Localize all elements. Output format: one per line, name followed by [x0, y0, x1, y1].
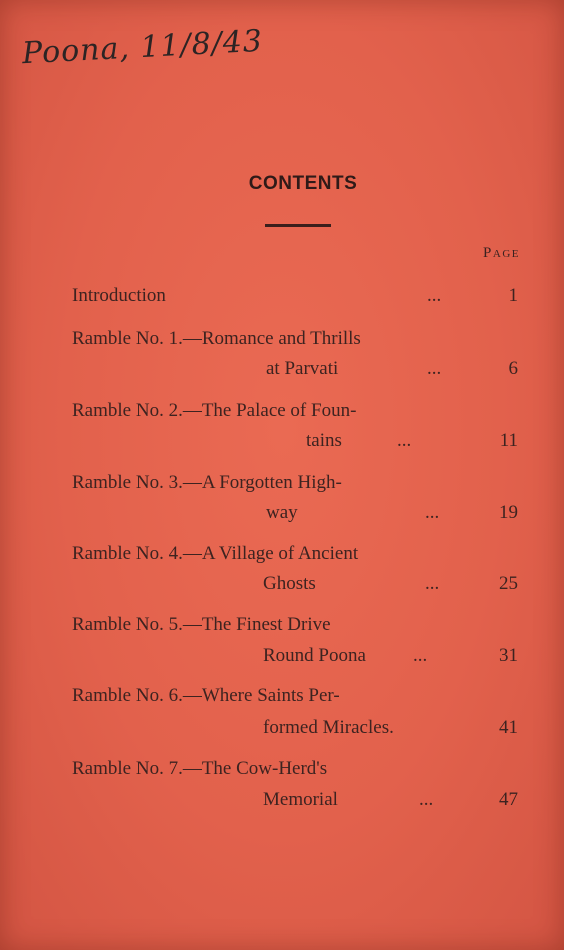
toc-entry-title-line: Ramble No. 7.—The Cow-Herd's [72, 758, 328, 779]
toc-entry-dots: ... [427, 285, 442, 306]
toc-entry-page-number: 25 [499, 573, 518, 594]
toc-entry-page-number: 1 [508, 285, 518, 306]
toc-entry-title-continuation: formed Miracles. [263, 717, 394, 738]
toc-entry-title-line: Ramble No. 5.—The Finest Drive [72, 614, 331, 635]
handwritten-note: Poona, 11/8/43 [21, 23, 264, 72]
toc-entry-ramble-7 [72, 758, 450, 780]
toc-entry-title-continuation: way [266, 502, 298, 523]
toc-entry-dots: ... [419, 789, 434, 810]
toc-entry-page-number: 11 [499, 430, 518, 451]
toc-entry-title-continuation: Round Poona [263, 645, 366, 666]
toc-entry-title-line: Ramble No. 2.—The Palace of Foun- [72, 400, 357, 421]
toc-entry-ramble-2 [72, 400, 450, 422]
toc-entry-page-number: 19 [499, 502, 518, 523]
toc-entry-introduction: Introduction [72, 285, 166, 306]
page-title: CONTENTS [248, 173, 358, 194]
toc-entry-ramble-5 [72, 614, 450, 636]
toc-entry-title-line: Ramble No. 1.—Romance and Thrills [72, 328, 361, 349]
toc-entry-title-line: Ramble No. 6.—Where Saints Per- [72, 685, 340, 706]
toc-entry-title-continuation: at Parvati [266, 358, 339, 379]
toc-entry-dots: ... [425, 573, 440, 594]
title-underline [265, 224, 331, 227]
toc-entry-title-continuation: Ghosts [263, 573, 316, 594]
toc-entry-ramble-4 [72, 543, 450, 565]
page-column-heading: Page [483, 245, 520, 261]
toc-entry-ramble-3 [72, 472, 450, 494]
toc-entry-dots: ... [427, 358, 442, 379]
toc-entry-title-continuation: Memorial [263, 789, 338, 810]
toc-entry-page-number: 6 [508, 358, 518, 379]
toc-entry-dots: ... [397, 430, 412, 451]
toc-entry-title-line: Ramble No. 4.—A Village of Ancient [72, 543, 359, 564]
toc-entry-dots: ... [425, 502, 440, 523]
toc-entry-title-continuation: tains [306, 430, 342, 451]
toc-entry-ramble-1 [72, 328, 450, 350]
toc-entry-dots: ... [413, 645, 428, 666]
toc-entry-page-number: 47 [499, 789, 518, 810]
toc-entry-page-number: 31 [499, 645, 518, 666]
toc-entry-ramble-6 [72, 685, 450, 707]
toc-entry-page-number: 41 [499, 717, 518, 738]
toc-entry-title-line: Ramble No. 3.—A Forgotten High- [72, 472, 342, 493]
